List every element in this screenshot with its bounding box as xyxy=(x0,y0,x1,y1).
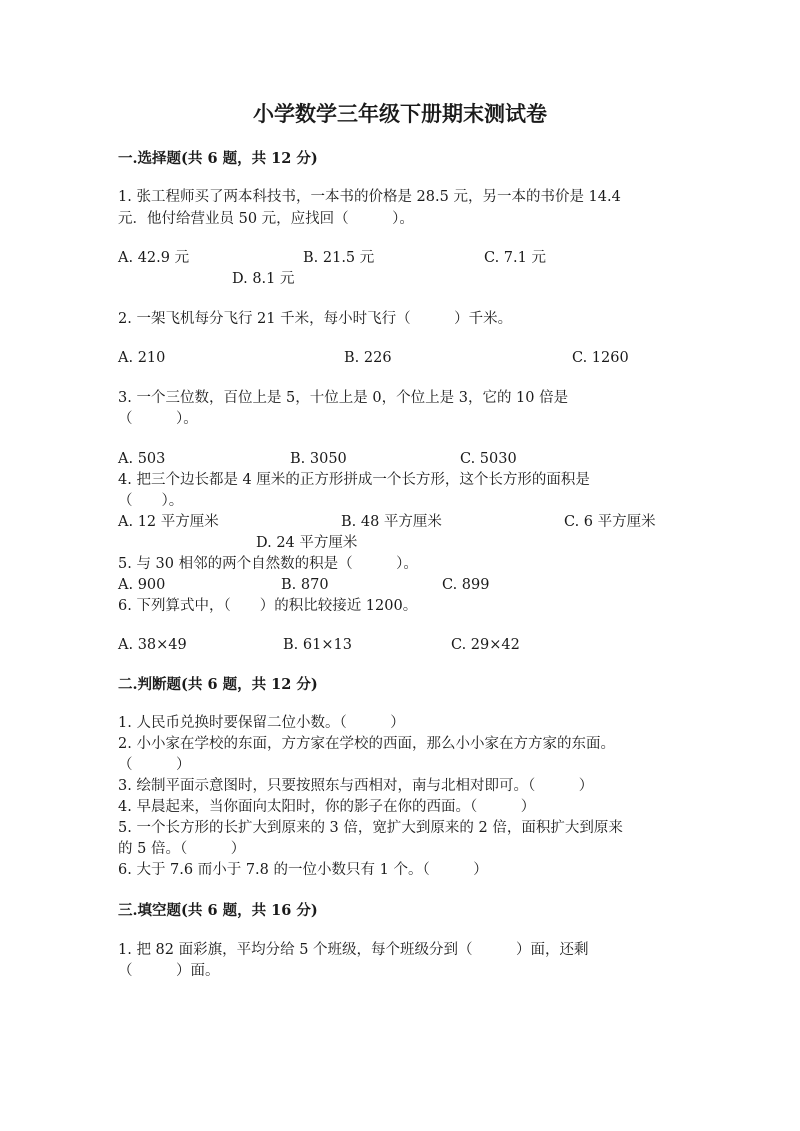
question-text: 1. 人民币兑换时要保留二位小数。（ ） xyxy=(118,715,405,731)
section-heading-true-false: 二.判断题(共 6 题，共 12 分) xyxy=(118,676,318,693)
option-c: C. 1260 xyxy=(572,350,629,366)
option-a: A. 210 xyxy=(118,350,166,366)
option-b: B. 3050 xyxy=(290,451,347,467)
question-text: 5. 一个长方形的长扩大到原来的 3 倍，宽扩大到原来的 2 倍，面积扩大到原来 xyxy=(118,820,623,836)
option-d: D. 8.1 元 xyxy=(232,271,295,287)
question-text: （ ）。 xyxy=(118,493,184,509)
option-a: A. 503 xyxy=(118,451,166,467)
option-c: C. 29×42 xyxy=(451,637,520,653)
question-text: 元．他付给营业员 50 元，应找回（ ）。 xyxy=(118,211,414,227)
question-text: 3. 绘制平面示意图时，只要按照东与西相对，南与北相对即可。（ ） xyxy=(118,778,594,794)
question-text: 3. 一个三位数，百位上是 5，十位上是 0，个位上是 3，它的 10 倍是 xyxy=(118,390,569,406)
option-a: A. 900 xyxy=(118,577,166,593)
option-b: B. 48 平方厘米 xyxy=(341,514,442,530)
question-text: 6. 下列算式中，（ ）的积比较接近 1200。 xyxy=(118,598,418,614)
question-text: （ ）。 xyxy=(118,411,198,427)
question-text: 1. 张工程师买了两本科技书，一本书的价格是 28.5 元，另一本的书价是 14.4 xyxy=(118,189,621,205)
section-heading-fill-blank: 三.填空题(共 6 题，共 16 分) xyxy=(118,902,318,919)
option-c: C. 5030 xyxy=(460,451,517,467)
question-text: 1. 把 82 面彩旗，平均分给 5 个班级，每个班级分到（ ）面，还剩 xyxy=(118,942,589,958)
question-text: 5. 与 30 相邻的两个自然数的积是（ ）。 xyxy=(118,556,418,572)
option-b: B. 870 xyxy=(281,577,329,593)
option-d: D. 24 平方厘米 xyxy=(256,535,358,551)
question-text: 2. 小小家在学校的东面，方方家在学校的西面，那么小小家在方方家的东面。 xyxy=(118,736,615,752)
section-heading-choice: 一.选择题(共 6 题，共 12 分) xyxy=(118,150,318,167)
option-b: B. 61×13 xyxy=(283,637,352,653)
option-c: C. 6 平方厘米 xyxy=(564,514,656,530)
option-c: C. 7.1 元 xyxy=(484,250,546,266)
option-a: A. 42.9 元 xyxy=(118,250,190,266)
option-a: A. 12 平方厘米 xyxy=(118,514,219,530)
question-text: 2. 一架飞机每分飞行 21 千米，每小时飞行（ ）千米。 xyxy=(118,311,513,327)
question-text: （ ） xyxy=(118,757,191,773)
page-title: 小学数学三年级下册期末测试卷 xyxy=(253,101,547,126)
option-b: B. 226 xyxy=(344,350,392,366)
option-b: B. 21.5 元 xyxy=(303,250,375,266)
option-c: C. 899 xyxy=(442,577,490,593)
question-text: 的 5 倍。（ ） xyxy=(118,841,246,857)
question-text: 6. 大于 7.6 而小于 7.8 的一位小数只有 1 个。（ ） xyxy=(118,862,488,878)
question-text: （ ）面。 xyxy=(118,963,220,979)
question-text: 4. 早晨起来，当你面向太阳时，你的影子在你的西面。（ ） xyxy=(118,799,536,815)
question-text: 4. 把三个边长都是 4 厘米的正方形拼成一个长方形，这个长方形的面积是 xyxy=(118,472,590,488)
option-a: A. 38×49 xyxy=(118,637,187,653)
